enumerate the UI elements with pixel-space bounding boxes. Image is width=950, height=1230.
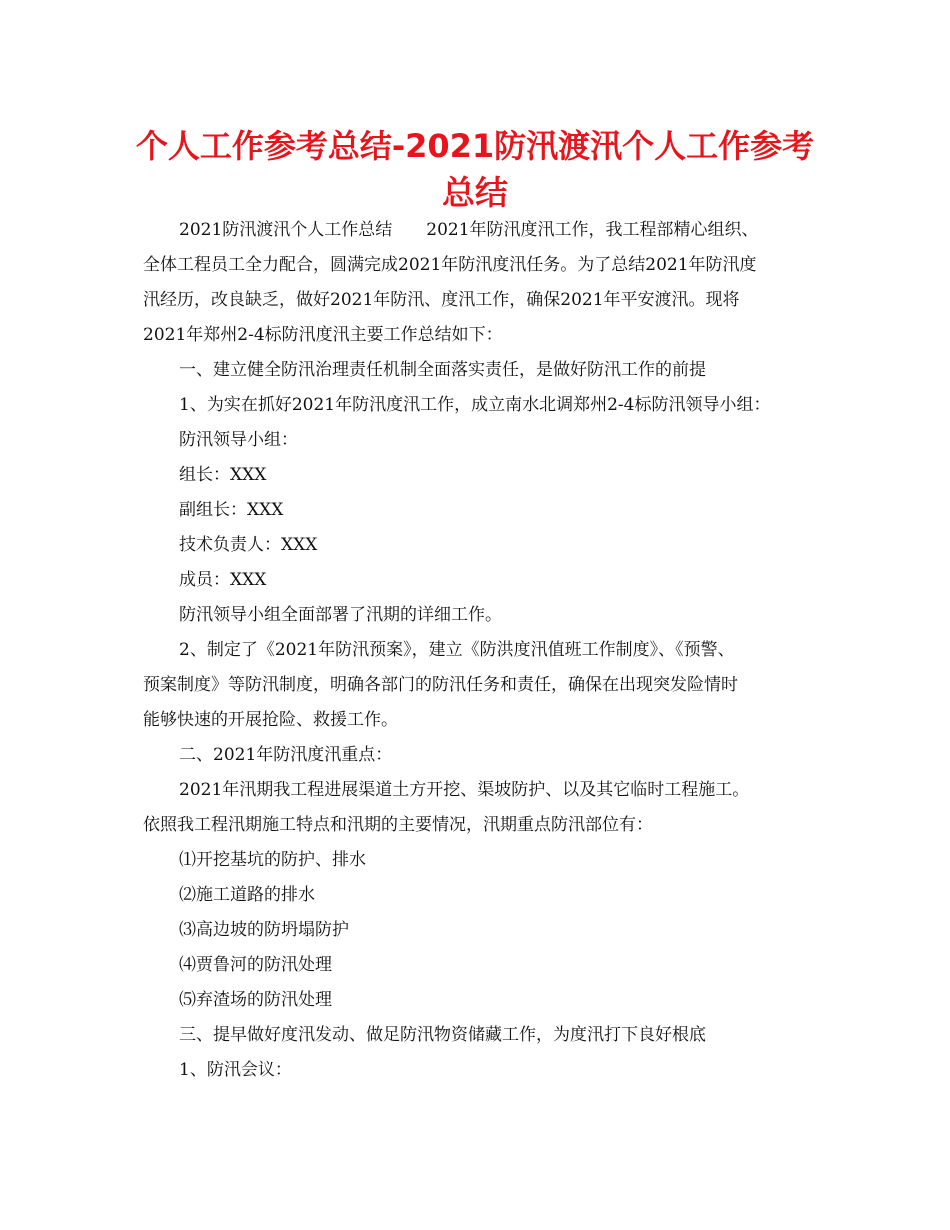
list-item: ⑶高边坡的防坍塌防护 <box>179 920 349 940</box>
paragraph-line: 依照我工程汛期施工特点和汛期的主要情况，汛期重点防汛部位有： <box>143 815 653 835</box>
section-heading: 一、建立健全防汛治理责任机制全面落实责任，是做好防汛工作的前提 <box>179 360 706 380</box>
paragraph-line: 1、防汛会议： <box>179 1060 292 1080</box>
paragraph-line: 2021年汛期我工程进展渠道土方开挖、渠坡防护、以及其它临时工程施工。 <box>179 780 750 800</box>
paragraph-line: 2、制定了《2021年防汛预案》，建立《防洪度汛值班工作制度》、《预警、 <box>179 640 735 660</box>
paragraph-line: 技术负责人：XXX <box>179 535 318 555</box>
paragraph-line: 2021年郑州2-4标防汛度汛主要工作总结如下： <box>143 325 503 345</box>
section-heading: 三、提早做好度汛发动、做足防汛物资储藏工作，为度汛打下良好根底 <box>179 1025 706 1045</box>
paragraph-line: 预案制度》等防汛制度，明确各部门的防汛任务和责任，确保在出现突发险情时 <box>143 675 738 695</box>
section-heading: 二、2021年防汛度汛重点： <box>179 745 393 765</box>
list-item: ⑸弃渣场的防汛处理 <box>179 990 332 1010</box>
paragraph-line: 组长：XXX <box>179 465 267 485</box>
paragraph-line: 防汛领导小组全面部署了汛期的详细工作。 <box>179 605 502 625</box>
list-item: ⑴开挖基坑的防护、排水 <box>179 850 366 870</box>
paragraph-line: 防汛领导小组： <box>179 430 298 450</box>
list-item: ⑵施工道路的排水 <box>179 885 315 905</box>
paragraph-line: 汛经历，改良缺乏，做好2021年防汛、度汛工作，确保2021年平安渡汛。现将 <box>143 290 740 310</box>
paragraph-line: 2021防汛渡汛个人工作总结 2021年防汛度汛工作，我工程部精心组织、 <box>179 220 759 240</box>
paragraph-line: 全体工程员工全力配合，圆满完成2021年防汛度汛任务。为了总结2021年防汛度 <box>143 255 757 275</box>
paragraph-line: 能够快速的开展抢险、救援工作。 <box>143 710 398 730</box>
document-title: 个人工作参考总结-2021防汛渡汛个人工作参考 <box>135 127 815 165</box>
list-item: ⑷贾鲁河的防汛处理 <box>179 955 332 975</box>
paragraph-line: 副组长：XXX <box>179 500 284 520</box>
paragraph-line: 成员：XXX <box>179 570 267 590</box>
paragraph-line: 1、为实在抓好2021年防汛度汛工作，成立南水北调郑州2-4标防汛领导小组： <box>179 395 771 415</box>
document-title-continued: 总结 <box>442 173 508 212</box>
